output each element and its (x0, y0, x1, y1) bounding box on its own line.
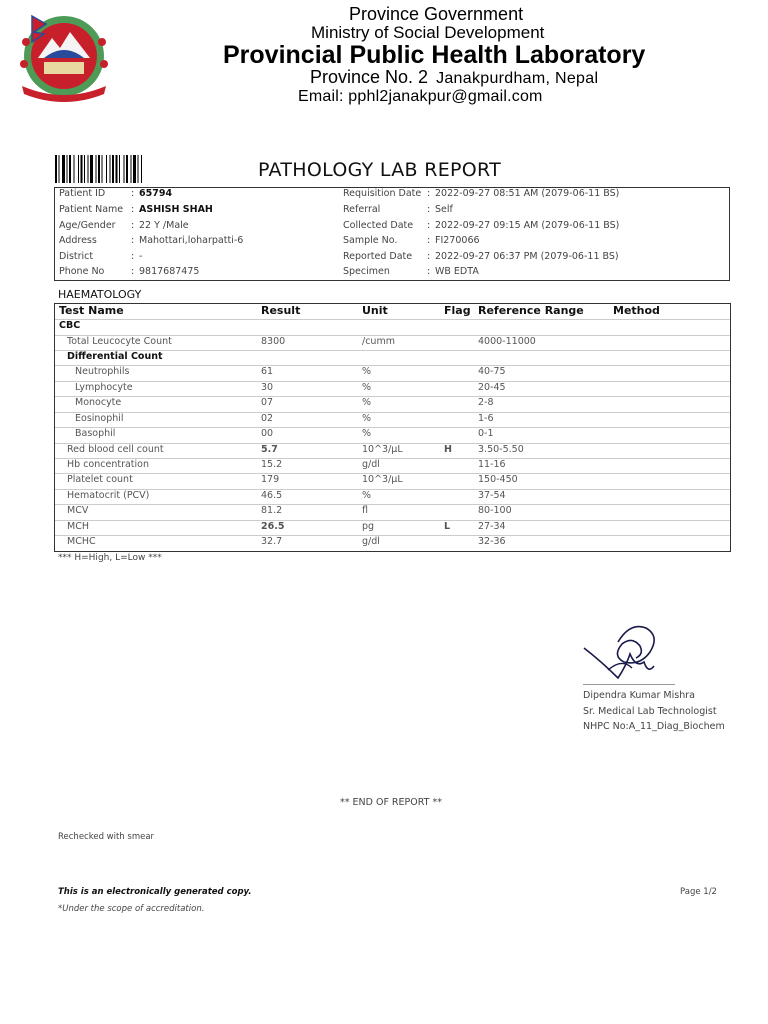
test-result: 02 (261, 413, 274, 424)
patient-field-value: WB EDTA (435, 266, 479, 277)
test-reference-range: 80-100 (478, 505, 512, 516)
header-reference-range: Reference Range (478, 304, 584, 317)
test-reference-range: 40-75 (478, 366, 506, 377)
test-unit: % (362, 397, 372, 408)
flag-legend: *** H=High, L=Low *** (58, 553, 162, 563)
barcode-bar (78, 155, 79, 183)
signature-image (578, 618, 688, 690)
test-flag: L (444, 521, 451, 532)
row-divider (55, 520, 730, 521)
section-title: HAEMATOLOGY (58, 288, 142, 301)
test-name: Lymphocyte (75, 382, 133, 393)
barcode-bar (110, 155, 111, 183)
test-unit: /cumm (362, 336, 395, 347)
barcode-bar (116, 155, 118, 183)
test-unit: % (362, 428, 372, 439)
test-result: 30 (261, 382, 274, 393)
patient-field-colon: : (427, 204, 431, 215)
test-name: MCH (67, 521, 89, 532)
test-result: 00 (261, 428, 274, 439)
end-of-report: ** END OF REPORT ** (340, 797, 442, 808)
test-name: Basophil (75, 428, 116, 439)
patient-field-label: Sample No. (343, 235, 398, 246)
footer-electronic-copy: This is an electronically generated copy. (58, 887, 252, 897)
group-heading: Differential Count (67, 351, 163, 362)
row-divider (55, 535, 730, 536)
barcode-bar (81, 155, 83, 183)
barcode (55, 155, 183, 183)
patient-field-label: Age/Gender (59, 220, 116, 231)
test-reference-range: 3.50-5.50 (478, 444, 524, 455)
patient-field-colon: : (427, 220, 431, 231)
header-province-government: Province Government (349, 4, 524, 24)
patient-field-label: District (59, 251, 94, 262)
row-divider (55, 381, 730, 382)
barcode-bar (88, 155, 89, 183)
patient-field-value: ASHISH SHAH (139, 204, 213, 215)
patient-field-colon: : (427, 251, 431, 262)
test-result: 5.7 (261, 444, 278, 455)
test-reference-range: 4000-11000 (478, 336, 536, 347)
header-method: Method (613, 304, 660, 317)
patient-field-colon: : (131, 266, 135, 277)
barcode-bar (55, 155, 57, 183)
test-unit: pg (362, 521, 375, 532)
patient-field-colon: : (131, 251, 135, 262)
test-result: 61 (261, 366, 274, 377)
barcode-bar (98, 155, 100, 183)
patient-field-label: Patient ID (59, 188, 106, 199)
header-flag: Flag (444, 304, 471, 317)
test-result: 81.2 (261, 505, 283, 516)
test-unit: g/dl (362, 536, 380, 547)
test-reference-range: 37-54 (478, 490, 506, 501)
barcode-bar (67, 155, 68, 183)
test-name: Platelet count (67, 474, 133, 485)
page-number: Page 1/2 (680, 887, 717, 897)
patient-field-label: Reported Date (343, 251, 413, 262)
patient-field-label: Collected Date (343, 220, 414, 231)
test-reference-range: 27-34 (478, 521, 506, 532)
test-reference-range: 150-450 (478, 474, 518, 485)
test-unit: 10^3/µL (362, 444, 403, 455)
test-name: Hb concentration (67, 459, 149, 470)
patient-field-value: Self (435, 204, 453, 215)
test-name: MCV (67, 505, 89, 516)
patient-field-value: 2022-09-27 06:37 PM (2079-06-11 BS) (435, 251, 619, 262)
header-lab-name: Provincial Public Health Laboratory (223, 41, 646, 69)
barcode-bar (131, 155, 132, 183)
signatory-name: Dipendra Kumar Mishra (583, 690, 695, 701)
header-unit: Unit (362, 304, 388, 317)
test-reference-range: 0-1 (478, 428, 494, 439)
barcode-bar (106, 155, 107, 183)
barcode-bar (59, 155, 60, 183)
barcode-bar (90, 155, 93, 183)
patient-field-label: Phone No (59, 266, 105, 277)
patient-field-colon: : (131, 220, 135, 231)
test-result: 179 (261, 474, 280, 485)
patient-field-value: - (139, 251, 143, 262)
signature-line (583, 684, 675, 685)
test-result: 15.2 (261, 459, 283, 470)
results-table (54, 303, 731, 552)
patient-field-value: FI270066 (435, 235, 480, 246)
test-unit: g/dl (362, 459, 380, 470)
header-province-location (310, 67, 598, 88)
test-name: Total Leucocyte Count (67, 336, 172, 347)
test-unit: % (362, 490, 372, 501)
row-divider (55, 365, 730, 366)
row-divider (55, 319, 730, 320)
test-result: 32.7 (261, 536, 283, 547)
patient-field-label: Requisition Date (343, 188, 422, 199)
nepal-emblem-logo (14, 12, 114, 104)
group-heading: CBC (59, 320, 81, 331)
row-divider (55, 489, 730, 490)
patient-field-colon: : (427, 266, 431, 277)
patient-field-colon: : (131, 235, 135, 246)
test-unit: fl (362, 505, 368, 516)
patient-field-colon: : (427, 188, 431, 199)
patient-field-value: 2022-09-27 09:15 AM (2079-06-11 BS) (435, 220, 620, 231)
test-reference-range: 32-36 (478, 536, 506, 547)
patient-field-value: 65794 (139, 188, 173, 199)
test-reference-range: 20-45 (478, 382, 506, 393)
test-unit: % (362, 366, 372, 377)
patient-field-colon: : (131, 188, 135, 199)
barcode-bar (74, 155, 75, 183)
patient-field-value: 22 Y /Male (139, 220, 189, 231)
test-name: Red blood cell count (67, 444, 164, 455)
barcode-bar (124, 155, 125, 183)
test-result: 46.5 (261, 490, 283, 501)
row-divider (55, 458, 730, 459)
patient-field-value: Mahottari,loharpatti-6 (139, 235, 244, 246)
test-reference-range: 1-6 (478, 413, 494, 424)
signatory-registration: NHPC No:A_11_Diag_Biochem (583, 721, 725, 732)
test-name: Neutrophils (75, 366, 130, 377)
test-name: MCHC (67, 536, 96, 547)
barcode-bar (119, 155, 120, 183)
header-ministry: Ministry of Social Development (311, 23, 545, 42)
test-result: 26.5 (261, 521, 285, 532)
barcode-bar (141, 155, 142, 183)
header-province-number: Province No. 2 (310, 67, 429, 87)
patient-info-box (54, 187, 730, 281)
report-note: Rechecked with smear (58, 832, 155, 842)
barcode-bar (133, 155, 136, 183)
barcode-bar (138, 155, 139, 183)
test-name: Monocyte (75, 397, 122, 408)
signatory-title: Sr. Medical Lab Technologist (583, 706, 717, 717)
patient-field-label: Specimen (343, 266, 390, 277)
patient-field-value: 9817687475 (139, 266, 200, 277)
test-reference-range: 2-8 (478, 397, 494, 408)
report-title: PATHOLOGY LAB REPORT (258, 159, 502, 181)
patient-field-label: Referral (343, 204, 381, 215)
patient-field-label: Patient Name (59, 204, 124, 215)
patient-field-label: Address (59, 235, 97, 246)
footer-accreditation: *Under the scope of accreditation. (58, 904, 205, 914)
test-name: Eosinophil (75, 413, 124, 424)
test-reference-range: 11-16 (478, 459, 506, 470)
barcode-bar (62, 155, 65, 183)
barcode-bar (84, 155, 85, 183)
row-divider (55, 427, 730, 428)
barcode-bar (112, 155, 114, 183)
test-unit: % (362, 382, 372, 393)
test-flag: H (444, 444, 452, 455)
barcode-bar (69, 155, 71, 183)
header-city: Janakpurdham, Nepal (436, 70, 599, 87)
test-unit: % (362, 413, 372, 424)
row-divider (55, 396, 730, 397)
patient-field-colon: : (427, 235, 431, 246)
row-divider (55, 412, 730, 413)
header-email: Email: pphl2janakpur@gmail.com (298, 88, 543, 105)
barcode-bar (102, 155, 103, 183)
test-result: 8300 (261, 336, 286, 347)
test-result: 07 (261, 397, 274, 408)
header-result: Result (261, 304, 301, 317)
header-test-name: Test Name (59, 304, 124, 317)
patient-field-value: 2022-09-27 08:51 AM (2079-06-11 BS) (435, 188, 620, 199)
barcode-bar (126, 155, 128, 183)
row-divider (55, 504, 730, 505)
patient-field-colon: : (131, 204, 135, 215)
barcode-bar (96, 155, 97, 183)
test-unit: 10^3/µL (362, 474, 403, 485)
test-name: Hematocrit (PCV) (67, 490, 150, 501)
